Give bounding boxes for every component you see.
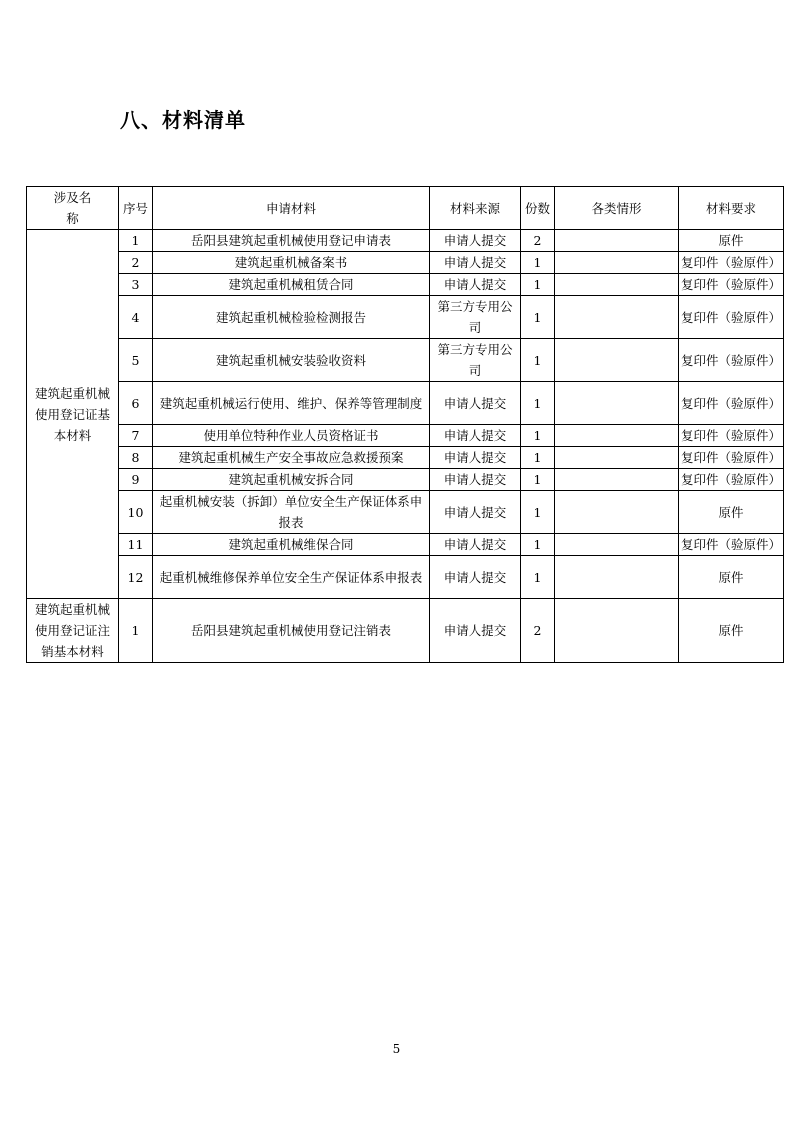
row-requirement: 复印件（验原件）: [679, 382, 784, 425]
row-source: 申请人提交: [430, 447, 521, 469]
row-case: [555, 599, 679, 663]
header-seq: 序号: [119, 187, 153, 230]
row-copies: 1: [521, 274, 555, 296]
row-seq: 1: [119, 230, 153, 252]
row-seq: 4: [119, 296, 153, 339]
row-case: [555, 534, 679, 556]
row-seq: 10: [119, 491, 153, 534]
row-source: 申请人提交: [430, 425, 521, 447]
row-source: 申请人提交: [430, 230, 521, 252]
page-number: 5: [392, 1042, 401, 1056]
row-material: 起重机械安装（拆卸）单位安全生产保证体系申报表: [153, 491, 430, 534]
row-source: 申请人提交: [430, 599, 521, 663]
row-requirement: 复印件（验原件）: [679, 252, 784, 274]
row-copies: 1: [521, 491, 555, 534]
row-seq: 3: [119, 274, 153, 296]
row-source: 申请人提交: [430, 252, 521, 274]
row-seq: 5: [119, 339, 153, 382]
row-requirement: 原件: [679, 491, 784, 534]
header-requirement: 材料要求: [679, 187, 784, 230]
row-case: [555, 469, 679, 491]
row-case: [555, 339, 679, 382]
materials-table: [26, 186, 784, 663]
page-title: 八、材料清单: [120, 108, 246, 132]
row-copies: 2: [521, 599, 555, 663]
table-row: [27, 425, 784, 447]
row-case: [555, 252, 679, 274]
row-case: [555, 556, 679, 599]
row-source: 申请人提交: [430, 469, 521, 491]
row-source: 申请人提交: [430, 274, 521, 296]
row-case: [555, 230, 679, 252]
row-material: 岳阳县建筑起重机械使用登记申请表: [153, 230, 430, 252]
row-copies: 1: [521, 534, 555, 556]
table-row: [27, 534, 784, 556]
header-material: 申请材料: [153, 187, 430, 230]
table-row: [27, 296, 784, 339]
table-row: [27, 252, 784, 274]
header-scope: 涉及名称: [27, 187, 119, 230]
row-case: [555, 491, 679, 534]
row-seq: 2: [119, 252, 153, 274]
row-requirement: 复印件（验原件）: [679, 296, 784, 339]
table-row: [27, 491, 784, 534]
row-source: 申请人提交: [430, 534, 521, 556]
table-row: [27, 469, 784, 491]
table-row: [27, 556, 784, 599]
row-case: [555, 382, 679, 425]
row-seq: 9: [119, 469, 153, 491]
row-source: 申请人提交: [430, 491, 521, 534]
row-seq: 7: [119, 425, 153, 447]
row-requirement: 复印件（验原件）: [679, 447, 784, 469]
table-row: [27, 447, 784, 469]
row-source: 申请人提交: [430, 556, 521, 599]
table-row: [27, 274, 784, 296]
row-copies: 1: [521, 425, 555, 447]
row-source: 第三方专用公司: [430, 339, 521, 382]
row-material: 建筑起重机械生产安全事故应急救援预案: [153, 447, 430, 469]
row-requirement: 复印件（验原件）: [679, 534, 784, 556]
row-copies: 1: [521, 447, 555, 469]
row-copies: 1: [521, 339, 555, 382]
table-row: [27, 382, 784, 425]
row-seq: 1: [119, 599, 153, 663]
row-case: [555, 296, 679, 339]
row-requirement: 复印件（验原件）: [679, 274, 784, 296]
row-material: 岳阳县建筑起重机械使用登记注销表: [153, 599, 430, 663]
row-material: 建筑起重机械租赁合同: [153, 274, 430, 296]
table-row: [27, 599, 784, 663]
table-row: [27, 339, 784, 382]
table-header-row: [27, 187, 784, 230]
header-copies: 份数: [521, 187, 555, 230]
row-material: 建筑起重机械安拆合同: [153, 469, 430, 491]
group-name: 建筑起重机械使用登记证注销基本材料: [27, 599, 119, 663]
row-case: [555, 447, 679, 469]
row-material: 使用单位特种作业人员资格证书: [153, 425, 430, 447]
row-material: 起重机械维修保养单位安全生产保证体系申报表: [153, 556, 430, 599]
row-requirement: 原件: [679, 599, 784, 663]
row-source: 申请人提交: [430, 382, 521, 425]
group-name: 建筑起重机械使用登记证基本材料: [27, 230, 119, 599]
row-copies: 2: [521, 230, 555, 252]
row-requirement: 复印件（验原件）: [679, 339, 784, 382]
row-seq: 11: [119, 534, 153, 556]
row-copies: 1: [521, 382, 555, 425]
row-requirement: 复印件（验原件）: [679, 469, 784, 491]
row-case: [555, 425, 679, 447]
row-copies: 1: [521, 469, 555, 491]
row-copies: 1: [521, 296, 555, 339]
row-seq: 12: [119, 556, 153, 599]
row-material: 建筑起重机械备案书: [153, 252, 430, 274]
row-requirement: 复印件（验原件）: [679, 425, 784, 447]
row-seq: 8: [119, 447, 153, 469]
row-material: 建筑起重机械检验检测报告: [153, 296, 430, 339]
row-material: 建筑起重机械安装验收资料: [153, 339, 430, 382]
row-material: 建筑起重机械运行使用、维护、保养等管理制度: [153, 382, 430, 425]
row-material: 建筑起重机械维保合同: [153, 534, 430, 556]
header-case: 各类情形: [555, 187, 679, 230]
row-copies: 1: [521, 556, 555, 599]
row-seq: 6: [119, 382, 153, 425]
row-requirement: 原件: [679, 230, 784, 252]
table-row: [27, 230, 784, 252]
header-source: 材料来源: [430, 187, 521, 230]
row-case: [555, 274, 679, 296]
row-copies: 1: [521, 252, 555, 274]
row-source: 第三方专用公司: [430, 296, 521, 339]
row-requirement: 原件: [679, 556, 784, 599]
